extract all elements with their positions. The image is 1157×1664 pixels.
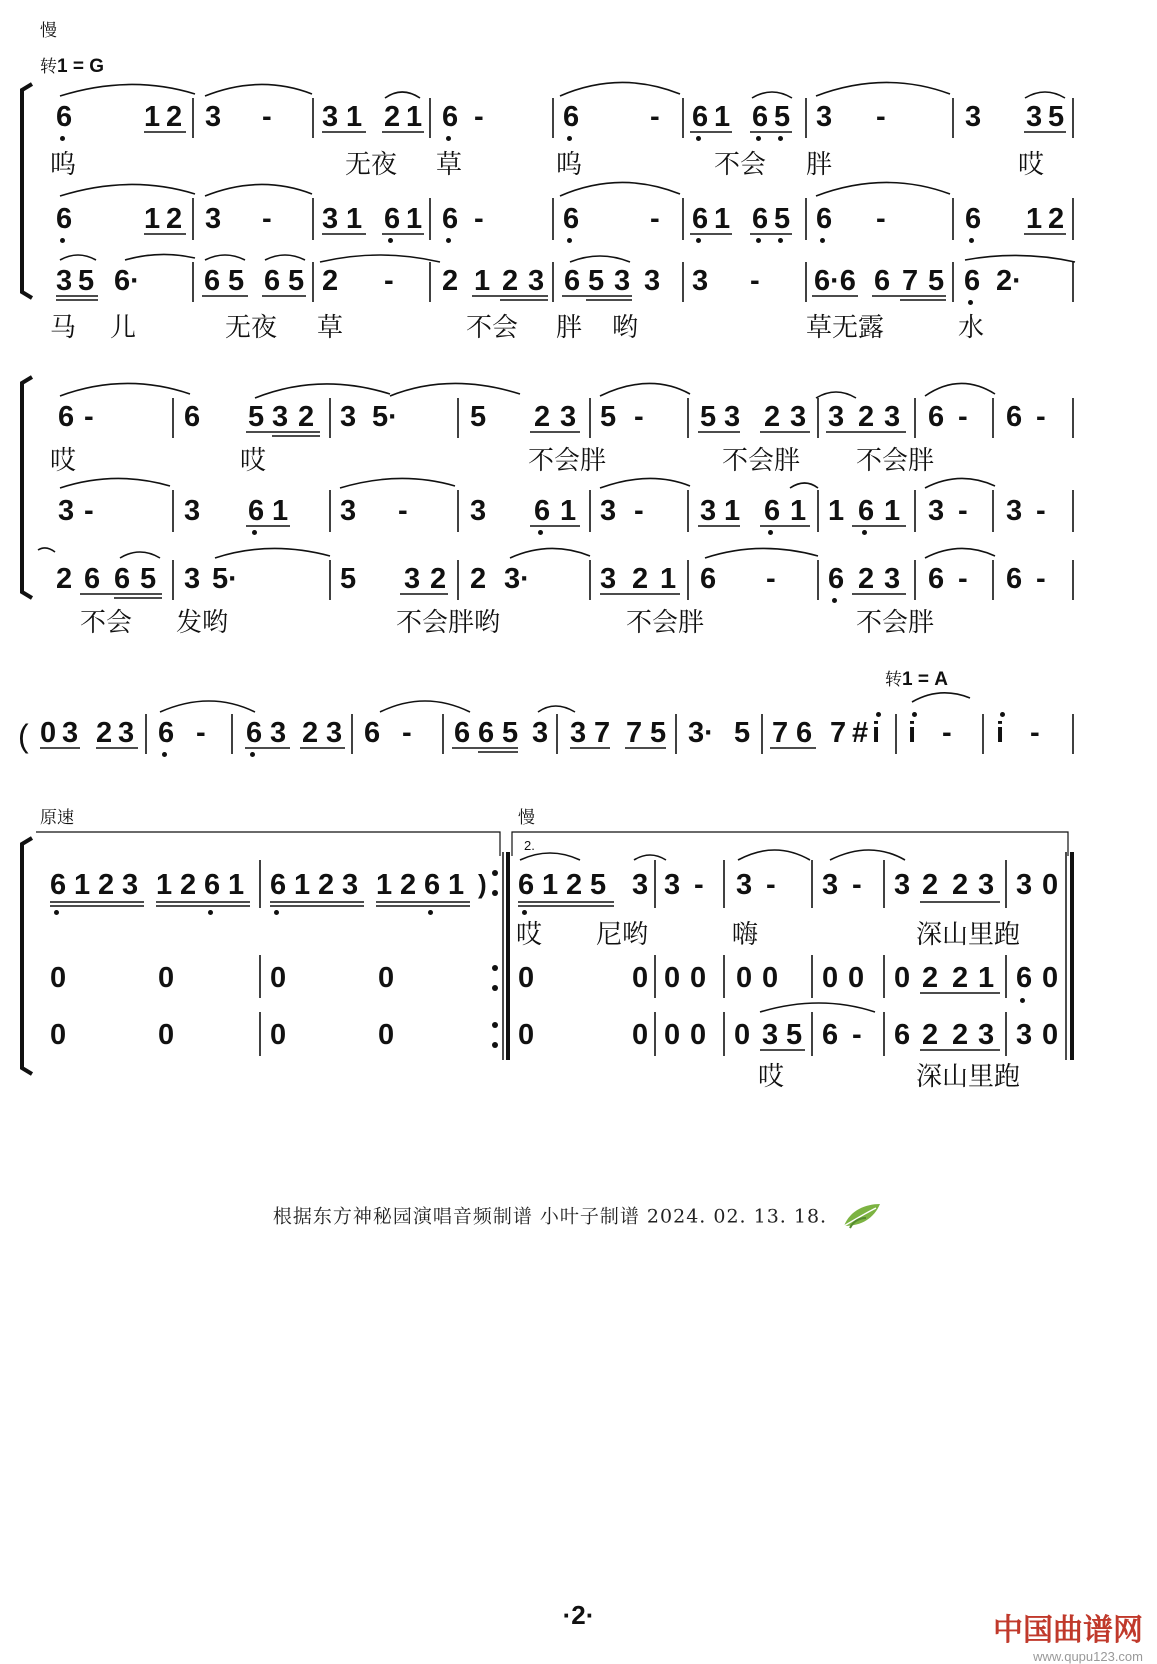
svg-text:): ) [478,869,487,899]
lyric: 不会胖 [856,608,935,638]
page-number: ·2· [562,1600,595,1630]
credit-text: 根据东方神秘园演唱音频制谱 小叶子制谱 2024. 02. 13. 18. [272,1205,828,1228]
lyric: 儿 [110,313,137,343]
lyric: 呜 [556,150,583,180]
lyric: 不会胖 [626,608,705,638]
lyric: 哎 [50,446,77,476]
site-logo [993,1605,1143,1664]
lyric: 哎 [1018,150,1045,180]
lyric: 水 [958,313,985,343]
leaf-icon [840,1200,884,1235]
tempo-slow-mark: 慢 [40,21,57,40]
lyric: 嗨 [732,920,759,950]
lyric: 深山里跑 [916,1062,1021,1092]
lyric: 无夜 [345,150,398,180]
lyric: 哟 [612,313,639,343]
lyric: 不会胖哟 [396,608,501,638]
volta-2-label: 2. [524,838,535,853]
lyric: 不会胖 [528,446,607,476]
lyric: 不会胖 [856,446,935,476]
lyric: 发哟 [176,608,229,638]
lyric: 深山里跑 [916,920,1021,950]
key-change-a: 转1 = A [885,669,948,690]
lyric: 不会 [466,313,519,343]
tempo-slow-mark-2: 慢 [518,808,535,827]
lyric: 无夜 [225,313,278,343]
lyric: 不会 [80,608,133,638]
lyric: 哎 [758,1062,785,1092]
lyric: 胖 [556,313,583,343]
lyric: 不会胖 [722,446,801,476]
lyric: 胖 [806,150,833,180]
lyric: 哎 [240,446,267,476]
logo-url: www.qupu123.com [1033,1649,1143,1664]
logo-text: 中国曲谱网 [993,1613,1143,1648]
svg-text:(: ( [18,718,29,754]
lyric: 不会 [714,150,767,180]
lyric: 草 [436,150,463,180]
credit-footer [0,1200,1157,1235]
lyric: 呜 [50,150,77,180]
lyric: 哎 [516,920,543,950]
key-change-g: 转1 = G [40,56,104,77]
tempo-original-mark: 原速 [40,808,74,827]
lyric: 草 [317,313,344,343]
lyric: 草无露 [806,313,885,343]
lyric: 马 [50,313,77,343]
lyric: 尼哟 [596,920,649,950]
